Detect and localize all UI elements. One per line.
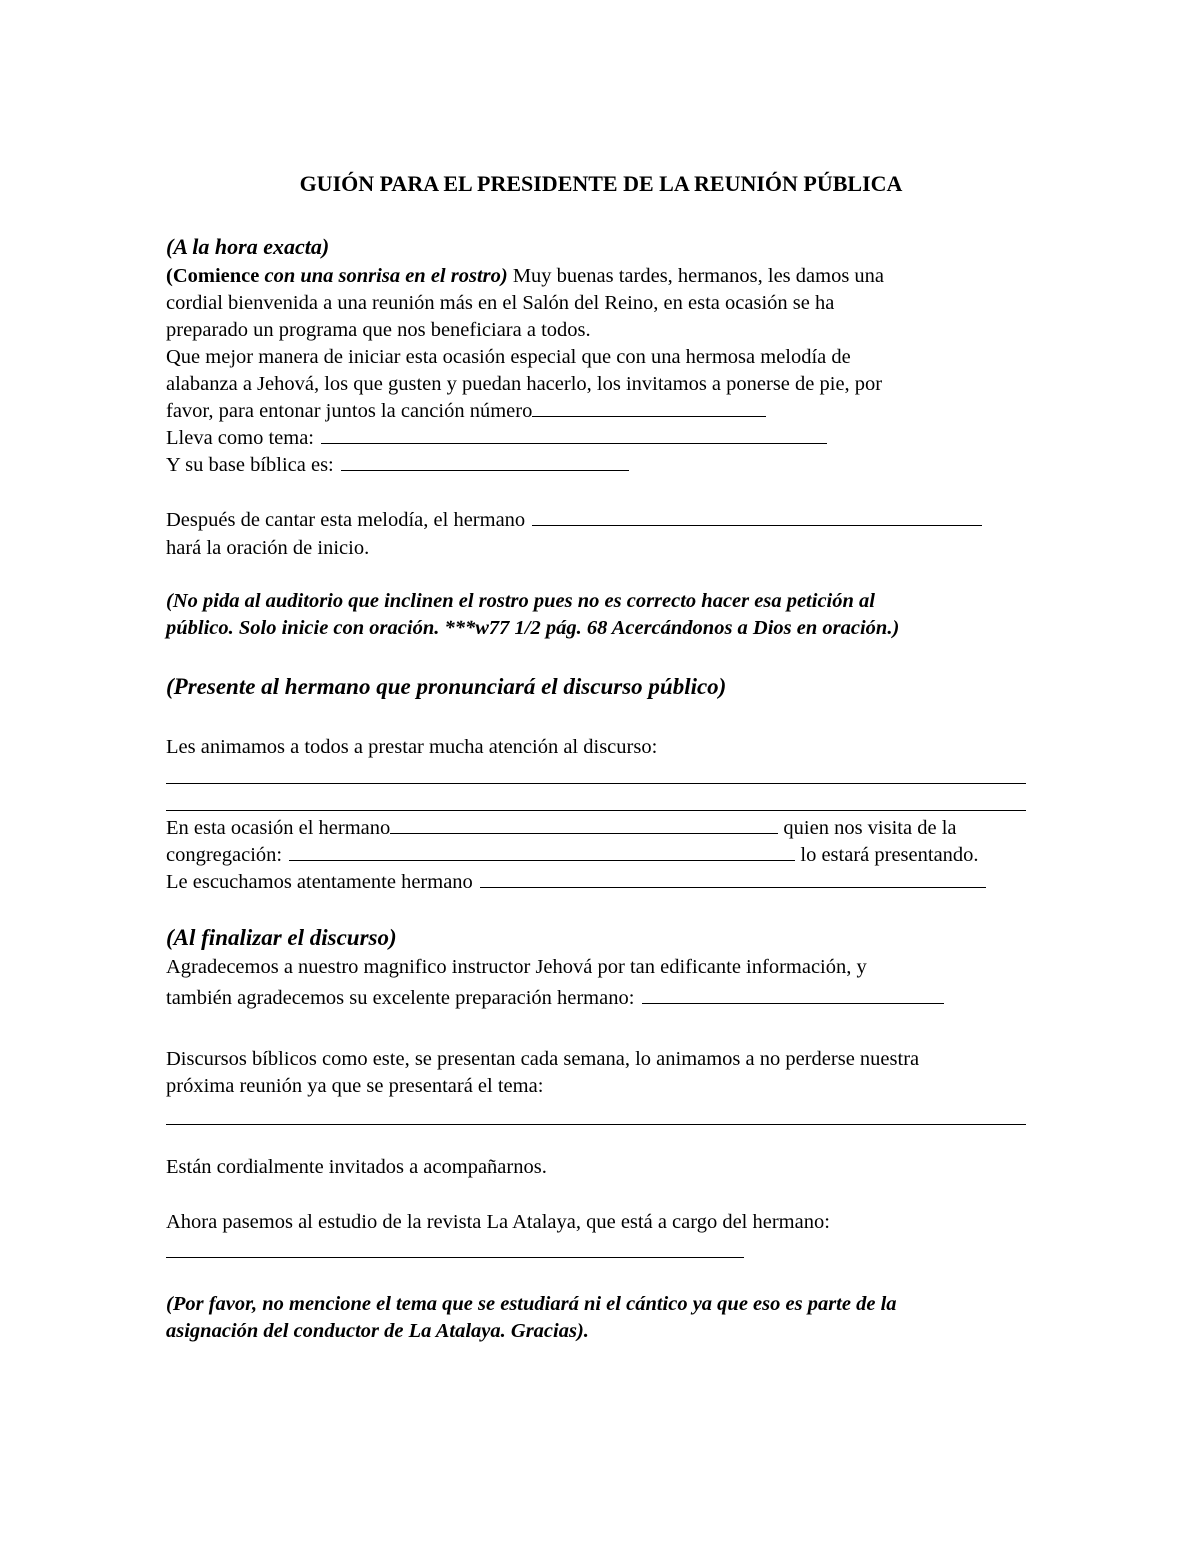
section-heading-finalizar: (Al finalizar el discurso) (166, 925, 397, 950)
theme-label: Lleva como tema: (166, 427, 320, 449)
paragraph-line (166, 869, 986, 896)
paragraph-line: preparado un programa que nos beneficiara a todos. (166, 319, 591, 341)
visits-label: quien nos visita de la (778, 817, 957, 839)
presenting-label: lo estará presentando. (795, 844, 979, 866)
paragraph-line (166, 452, 629, 479)
intro-rest: Muy buenas tardes, hermanos, les damos una (507, 265, 885, 287)
paragraph-line (166, 425, 827, 452)
paragraph-line (166, 507, 982, 534)
biblical-base-label: Y su base bíblica es: (166, 454, 339, 476)
paragraph-line: hará la oración de inicio. (166, 537, 370, 559)
listen-label: Le escuchamos atentamente hermano (166, 871, 478, 893)
paragraph-line: Que mejor manera de iniciar esta ocasión especial que con una hermosa melodía de (166, 346, 851, 368)
biblical-base-blank[interactable] (341, 452, 629, 471)
speaker-blank[interactable] (390, 815, 778, 834)
congregation-label: congregación: (166, 844, 288, 866)
listen-blank[interactable] (480, 869, 986, 888)
paragraph-line: próxima reunión ya que se presentará el tema: (166, 1075, 544, 1097)
song-number-blank[interactable] (532, 398, 766, 417)
theme-blank[interactable] (321, 425, 827, 444)
page-title: GUIÓN PARA EL PRESIDENTE DE LA REUNIÓN PÚBLICA (299, 171, 903, 196)
instruction-note: público. Solo inicie con oración. ***w77 1/2 pág. 68 Acercándonos a Dios en oración.) (166, 617, 900, 639)
paragraph-line (166, 398, 766, 425)
intro-italic: con una sonrisa en el rostro) (264, 265, 508, 287)
instruction-note: asignación del conductor de La Atalaya. Gracias). (166, 1320, 589, 1342)
song-number-label: favor, para entonar juntos la canción número (166, 400, 533, 422)
paragraph-line: Discursos bíblicos como este, se presentan cada semana, lo animamos a no perderse nuestra (166, 1048, 920, 1070)
paragraph-line: alabanza a Jehová, los que gusten y puedan hacerlo, los invitamos a ponerse de pie, por (166, 373, 883, 395)
prayer-brother-blank[interactable] (532, 507, 982, 526)
speech-title-blank-2[interactable] (166, 810, 1026, 811)
section-heading-hora-exacta: (A la hora exacta) (166, 234, 330, 259)
congregation-blank[interactable] (289, 842, 795, 861)
thanks-label: también agradecemos su excelente preparación hermano: (166, 987, 640, 1009)
intro-paren: (Comience (166, 265, 265, 287)
watchtower-conductor-blank[interactable] (166, 1257, 744, 1258)
thanks-blank[interactable] (642, 985, 944, 1004)
prayer-brother-label: Después de cantar esta melodía, el hermano (166, 509, 531, 531)
paragraph-line (166, 815, 957, 842)
paragraph-line: cordial bienvenida a una reunión más en el Salón del Reino, en esta ocasión se ha (166, 292, 835, 314)
section-heading-presente: (Presente al hermano que pronunciará el discurso público) (166, 674, 727, 699)
speaker-label: En esta ocasión el hermano (166, 817, 391, 839)
next-theme-blank[interactable] (166, 1124, 1026, 1125)
paragraph-line: Les animamos a todos a prestar mucha atención al discurso: (166, 736, 658, 758)
speech-title-blank-1[interactable] (166, 783, 1026, 784)
paragraph-line (166, 985, 944, 1012)
instruction-note: (Por favor, no mencione el tema que se estudiará ni el cántico ya que eso es parte de la (166, 1293, 897, 1315)
paragraph-line: Ahora pasemos al estudio de la revista La Atalaya, que está a cargo del hermano: (166, 1211, 830, 1233)
paragraph-line (166, 842, 979, 869)
paragraph-line: Están cordialmente invitados a acompañarnos. (166, 1156, 547, 1178)
paragraph-line (166, 263, 884, 290)
instruction-note: (No pida al auditorio que inclinen el rostro pues no es correcto hacer esa petición al (166, 590, 875, 612)
paragraph-line: Agradecemos a nuestro magnifico instructor Jehová por tan edificante información, y (166, 956, 867, 978)
